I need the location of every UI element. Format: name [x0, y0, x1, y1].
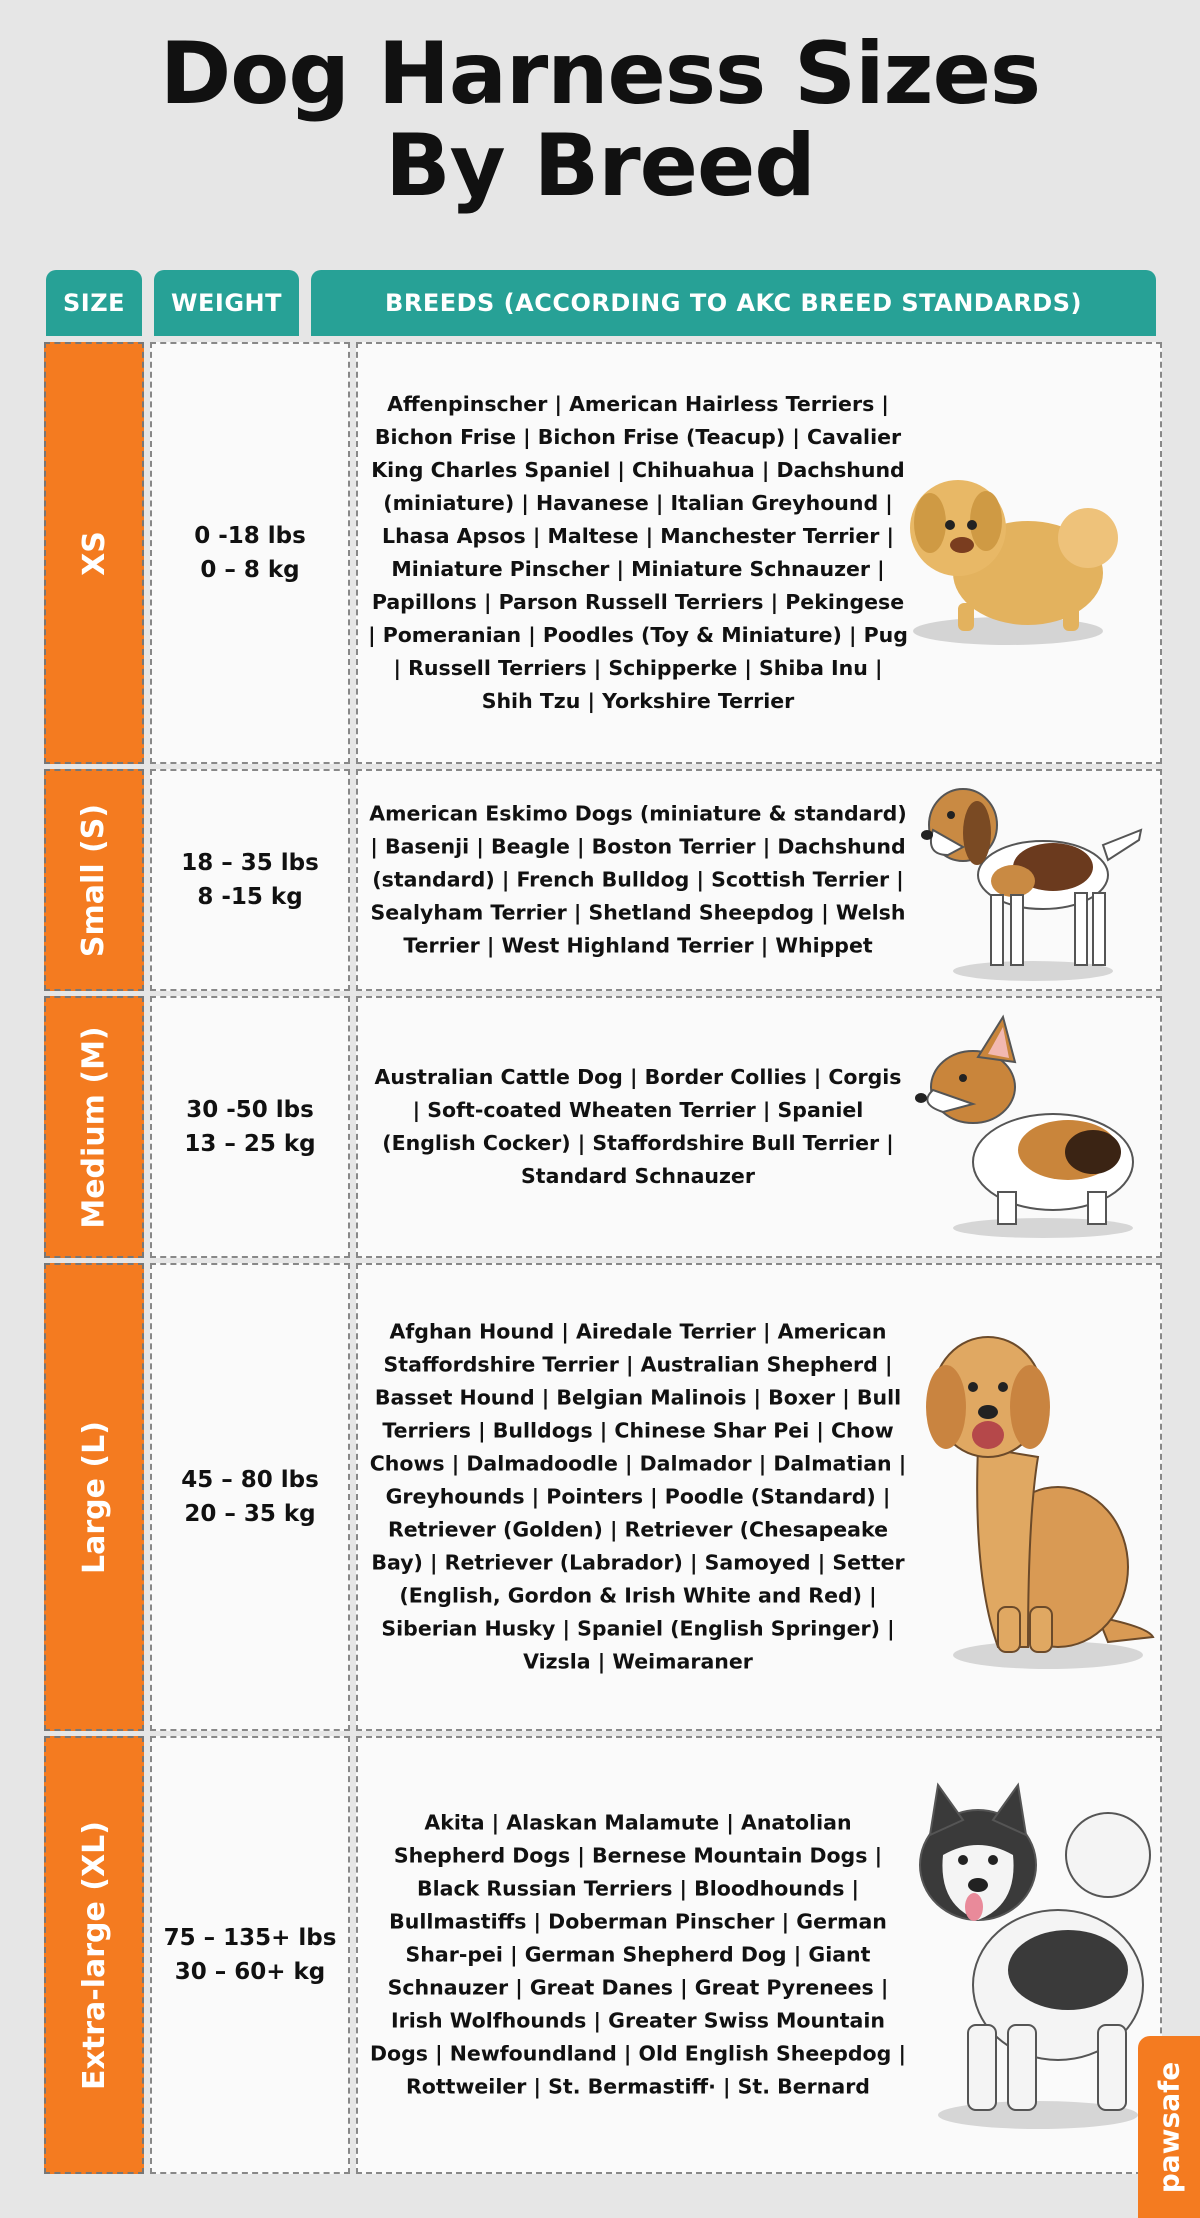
weight-kg: 8 -15 kg	[197, 884, 303, 910]
breeds-cell	[356, 1736, 1162, 2174]
weight-kg: 30 – 60+ kg	[174, 1959, 326, 1985]
table-row-large	[44, 1263, 1162, 1731]
size-cell	[44, 769, 144, 991]
size-cell	[44, 1736, 144, 2174]
page-title	[0, 24, 1200, 216]
corgi-dog-illustration	[903, 1012, 1153, 1242]
breeds-list: American Eskimo Dogs (miniature & standard) | Basenji | Beagle | Boston Terrier | Dachshund (standard) | French Bulldog | Scottish Terrier | Sealyham Terrier | Shetland Sheepdog | Welsh Terrier | West Highland Terrier | Whippet	[369, 801, 907, 958]
table-row-small	[44, 769, 1162, 991]
weight-lbs: 18 – 35 lbs	[181, 850, 319, 876]
breeds-list: Australian Cattle Dog | Border Collies | Corgis | Soft-coated Wheaten Terrier | Spaniel (English Cocker) | Staffordshire Bull Terrier | Standard Schnauzer	[374, 1065, 902, 1188]
breeds-list: Afghan Hound | Airedale Terrier | American Staffordshire Terrier | Australian Shepherd | Basset Hound | Belgian Malinois | Boxer | Bull Terriers | Bulldogs | Chinese Shar Pei | Chow Chows | Dalmadoodle | Dalmador | Dalmatian | Greyhounds | Pointers | Poodle (Standard) | Retriever (Golden) | Retriever (Chesapeake Bay) | Retriever (Labrador) | Samoyed | Setter (English, Gordon & Irish White and Red) | Siberian Husky | Spaniel (English Springer) | Vizsla | Weimaraner	[369, 1319, 907, 1674]
table-row-extra-large	[44, 1736, 1162, 2174]
weight-cell	[150, 996, 350, 1258]
pawsafe-logo	[1138, 2036, 1200, 2218]
weight-kg: 0 – 8 kg	[200, 557, 300, 583]
title-line-2: By Breed	[385, 116, 815, 216]
weight-cell	[150, 1263, 350, 1731]
table-row-medium	[44, 996, 1162, 1258]
header-size: SIZE	[46, 270, 142, 336]
malamute-dog-illustration	[908, 1775, 1158, 2135]
brand-name: pawsafe	[1152, 2061, 1186, 2193]
size-label: Extra-large (XL)	[76, 1820, 112, 2090]
breeds-cell	[356, 996, 1162, 1258]
weight-lbs: 75 – 135+ lbs	[163, 1925, 337, 1951]
pekingese-dog-illustration	[888, 453, 1128, 653]
size-label: Large (L)	[76, 1420, 112, 1574]
size-cell	[44, 996, 144, 1258]
weight-kg: 20 – 35 kg	[184, 1501, 316, 1527]
weight-lbs: 45 – 80 lbs	[181, 1467, 319, 1493]
breeds-list: Affenpinscher | American Hairless Terriers | Bichon Frise | Bichon Frise (Teacup) | Cavalier King Charles Spaniel | Chihuahua | Dachshund (miniature) | Havanese | Italian Greyhound | Lhasa Apsos | Maltese | Manchester Terrier | Miniature Pinscher | Miniature Schnauzer | Papillons | Parson Russell Terriers | Pekingese | Pomeranian | Poodles (Toy & Miniature) | Pug | Russell Terriers | Schipperke | Shiba Inu | Shih Tzu | Yorkshire Terrier	[368, 392, 908, 713]
weight-lbs: 30 -50 lbs	[186, 1097, 314, 1123]
header-weight: WEIGHT	[154, 270, 299, 336]
size-cell	[44, 1263, 144, 1731]
golden-retriever-dog-illustration	[918, 1317, 1158, 1677]
weight-lbs: 0 -18 lbs	[194, 523, 306, 549]
size-label: Small (S)	[76, 803, 112, 957]
breeds-cell	[356, 1263, 1162, 1731]
table-row-xs	[44, 342, 1162, 764]
breeds-cell	[356, 769, 1162, 991]
size-label: XS	[76, 530, 112, 576]
beagle-dog-illustration	[903, 775, 1153, 985]
header-breeds: BREEDS (ACCORDING TO AKC BREED STANDARDS)	[311, 270, 1156, 336]
size-label: Medium (M)	[76, 1025, 112, 1229]
breeds-list: Akita | Alaskan Malamute | Anatolian Shepherd Dogs | Bernese Mountain Dogs | Black Russian Terriers | Bloodhounds | Bullmastiffs | Doberman Pinscher | German Shar-pei | German Shepherd Dog | Giant Schnauzer | Great Danes | Great Pyrenees | Irish Wolfhounds | Greater Swiss Mountain Dogs | Newfoundland | Old English Sheepdog | Rottweiler | St. Bermastiff· | St. Bernard	[370, 1810, 906, 2099]
weight-kg: 13 – 25 kg	[184, 1131, 316, 1157]
title-line-1: Dog Harness Sizes	[159, 24, 1041, 124]
size-cell	[44, 342, 144, 764]
weight-cell	[150, 769, 350, 991]
breeds-cell	[356, 342, 1162, 764]
weight-cell	[150, 1736, 350, 2174]
weight-cell	[150, 342, 350, 764]
